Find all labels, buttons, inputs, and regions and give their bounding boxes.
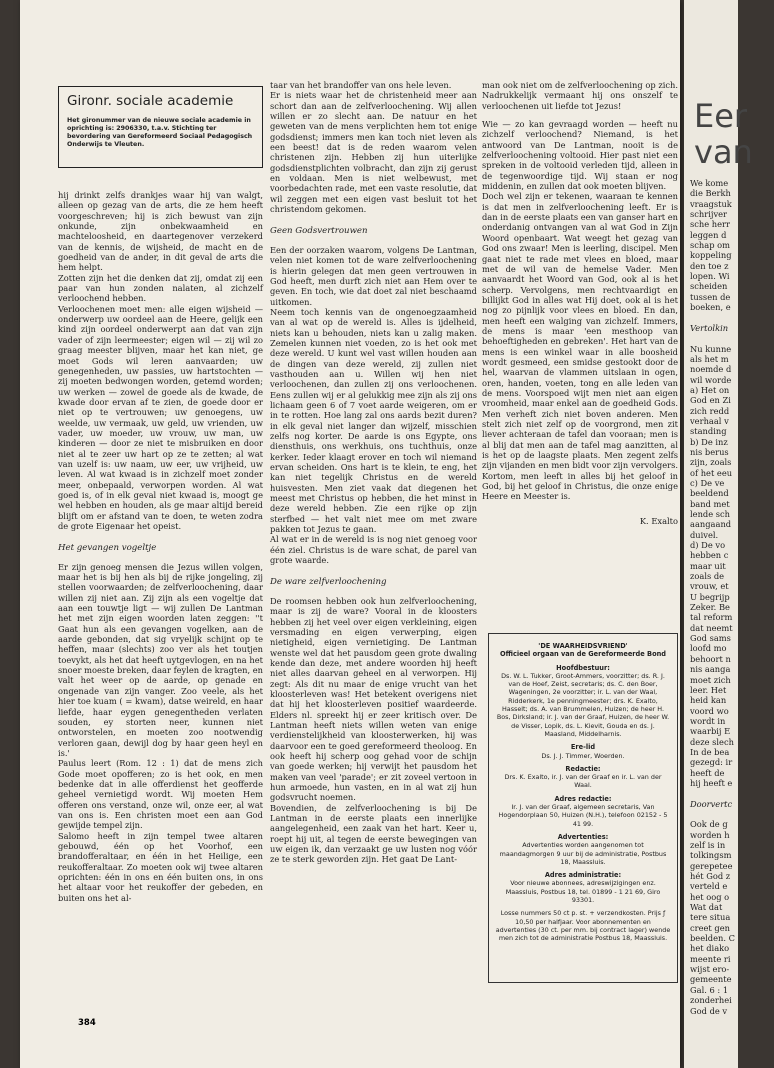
page2-line: Doorvertc [690,798,733,809]
page2-line: zijn, zoals [690,457,732,468]
page2-line: U begrijp [690,591,730,602]
paragraph: Salomo heeft in zijn tempel twee altaren gebouwd, één op het Voorhof, een brandofferaltaar, en één in het Heilige, een reukofferaltaar. Zo moeten ook wij twee altaren oprichten: één in ons en één buiten ons, in ons het altaar voor het reukoffer der gebeden, en buiten ons het al- [58,830,263,903]
paragraph: Bovendien, de zelfverloochening is bij De Lantman in de eerste plaats een innerlijke aangelegenheid, een zaak van het hart. Keer u, roept hij uit, al tegen de eerste bewegingen van uw eigen ik, dan verzaakt ge uw lusten nog vóór ze te sterk geworden zijn. Het gaat De Lant- [270,802,477,865]
paragraph: Paulus leert (Rom. 12 : 1) dat de mens zich Gode moet opofferen; zo is het ook, en men bedenke dat in alle offerdienst het geofferde geheel vernietigd wordt. Wij moeten Hem offeren ons verstand, onze wil, onze eer, al wat van ons is. Een christen moet een aan God gewijde tempel zijn. [58,758,263,831]
paragraph: Er is niets waar het de christenheid meer aan schort dan aan de zelfverloochening. Wij allen willen er zo slecht aan. De natuur en het geweten van de mens verplichten hem tot enige godsdienst; immers men kan toch niet leven als een beest! dat is de reden waarom velen christenen zijn. Hebben zij hun uiterlijke godsdienstplichten volbracht, dan zijn zij gerust en voldaan. Men is niet welbewust, met voorbedachten rade, met een vaste resolutie, dat wil zeggen met een eigen vast besluit tot het christendom gekomen. [270,90,477,215]
page2-text [690,178,750,1016]
paragraph: Neem toch kennis van de ongenoegzaamheid van al wat op de wereld is. Alles is ijdelheid, niets kan u behouden, niets kan u zalig maken. Zemelen kunnen niet voeden, zo is het ook met deze wereld. U kunt wel vast willen houden aan de dingen van deze wereld, zij zullen niet vasthouden aan u. Willen wij hen niet verloochenen, dan zullen zij ons verloochenen. Eens zullen wij er al gelukkig mee zijn als zij ons lichaam geen 6 of 7 voet aarde weigeren, om er in te rotten. Hoe lang zal ons aards bezit duren? in elk geval niet langer dan wijzelf, misschien zelfs nog korter. De aarde is ons Egypte, ons diensthuis, ons werkhuis, ons tuchthuis, onze kerker. Ieder klaagt erover en toch wil niemand ervan scheiden. Ons hart is te klein, te eng, het kan niet tegelijk Christus en de wereld huisvesten. Men ziet vaak dat diegenen het meest met Christus op hebben, die het minst in deze wereld hebben. Zie een rijke op zijn sterfbed — het valt niet mee om met zware pakken tot Jezus te gaan. [270,306,477,535]
page2-line: waarbij E [690,726,731,737]
colophon-label: Ere-lid [570,743,596,752]
page2-line: creet gen [690,922,730,933]
page2-line: leer. Het [690,684,727,695]
page2-line: tussen de [690,291,731,302]
page2-line: Zeker. Be [690,602,730,613]
page2-line: moet zich [690,674,731,685]
colophon-label: Adres redactie: [554,794,612,803]
page2-line: koppeling [690,250,732,261]
page2-line: die Berkh [690,188,731,199]
page2-line: scheiden [690,281,728,292]
colophon-box [488,633,678,983]
paragraph: Verloochenen moet men: alle eigen wijsheid — onderwerp uw oordeel aan de Heere, gelijk een kind zijn oordeel onderwerpt aan dat van zijn vader of zijn leermeester; eigen wil — zij wil zo graag meester blijven, maar het kan niet, ge moet Gods wil leren aanvaarden; uw genegenheden, uw passies, uw hartstochten — zij moeten bedwongen worden, getemd worden; uw werken — zowel de goede als de kwade, de kwade door ervan af te zien, de goede door er niet op te vertrouwen; uw genoegens, uw weelde, uw vermaak, uw geld, uw vrienden, uw vader, uw moeder, uw vrouw, uw man, uw kinderen — door ze niet te misbruiken en door niet al te zeer uw hart op ze te zetten; al wat van uzelf is: uw naam, uw eer, uw vrijheid, uw leven. Al wat kwaad is in zichzelf moet zonder meer, onbepaald, verworpen worden. Al wat goed is, of in elk geval niet kwaad is, moogt ge wel hebben en houden, als ge maar altijd bereid blijft om er afstand van te doen, te weten zodra de grote Eigenaar het opeist. [58,303,263,531]
paragraph: Er zijn genoeg mensen die Jezus willen volgen, maar het is bij hen als bij de rijke jongeling, zij stellen voorwaarden; de zelfverloochening, daar willen zij niet aan. Zij zijn als een vogeltje dat aan een touwtje ligt — wij zullen De Lantman het met zijn eigen woorden laten zeggen: ''t Gaat hun als een gevangen vogelken, aan de aarde gebonden, dat sig vryelijk schijnt op te heffen, maar (slechts) zoo ver als het toutjen toevykt, als het dat heeft uytgevlogen, en na het snoer moeste breken, daar feylen de kragten, en valt het weer op de aarde, op genade en ongenade van zijn vanger. Zoo veele, als het hier toe kuam ( = kwam), datse weireld, en haar liefde, haar eygen genegentheden verlaten souden, ey storten neer, kunnen niet ontworstelen, en moeten zoo nootwendig verloren gaan, dewijl dog by haar geen heyl en is.' [58,561,264,758]
paragraph: Een der oorzaken waarom, volgens De Lantman, velen niet komen tot de ware zelfverloochening is hierin gelegen dat men geen vertrouwen in God heeft, men durft zich niet aan Hem over te geven. En toch, wie dat doet zal niet beschaamd uitkomen. [270,244,477,307]
page2-line: zelf is in [690,840,726,850]
page2-line: vraagstuk [690,198,732,209]
page2-line: noemde d [690,364,732,375]
page2-line: aangaand [690,519,732,530]
page2-line: Ook de g [690,819,728,830]
page2-line: lende sch [690,509,731,519]
page2-line: maar uit [690,560,726,571]
colophon-text: Ir. J. van der Graaf, algemeen secretaris, Van Hogendorplaan 50, Huizen (N.H.), telefoon 02152 - 5 41 99. [498,803,668,828]
page2-line: a) Het on [690,384,730,395]
paragraph: Al wat er in de wereld is is nog niet genoeg voor één ziel. Christus is de ware schat, de parel van grote waarde. [270,534,477,566]
page2-line: sche herr [690,219,730,230]
page2-line: nis aanga [690,664,731,675]
page2-line: leggen d [690,229,727,240]
page2-line: deze slech [690,736,734,747]
page2-line: hij heeft e [690,777,733,788]
page2-line: beelden. C [690,933,735,944]
page2-line: c) De ve [690,477,725,488]
page2-line: zoals de [690,571,725,582]
page2-line: nis berus [690,446,729,457]
colophon-text: Advertenties worden aangenomen tot maandagmorgen 9 uur bij de administratie, Postbus 18, Maassluis. [499,841,667,866]
page2-line: b) De inz [690,436,728,447]
page2-line: boeken, e [690,302,731,313]
page2-line: dat neemt [690,622,733,633]
colophon-text: Losse nummers 50 ct p. st. + verzendkosten. Prijs ƒ 10,50 per halfjaar. Voor abonnementen en advertenties (30 ct. per mm. bij contract lager) wende men zich tot de administratie Postbus 18, Maassluis. [495,909,671,943]
page2-line: Vertolkin [690,322,729,333]
page2-line [690,809,750,819]
paragraph: Doch wel zijn er tekenen, waaraan te kennen is dat men in zelfverloochening leeft. Er is dan in de eerste plaats een van ganser hart en onderdanig ontvangen van al wat God in Zijn Woord openbaart. Wat weegt het gezag van God ons zwaar! Men is leerling, discipel. Men gaat niet te rade met vlees en bloed, maar met de wil van de hemelse Vader. Men aanvaardt het Woord van God, ook al is het scherp. Vervolgens, men rechtvaardigt en billijkt God in alles wat Hij doet, ook al is het nog zo pijnlijk voor vlees en bloed. En dan, men heeft een walging van zichzelf. Immers, de mens is maar 'een mesthoop van behoeftigheden en gebreken'. Het hart van de mens is een winkel waar in alle boosheid wordt gesmeed, een smidse gestookt door de hel, waarvan de vlammen uitslaan in ogen, oren, handen, voeten, tong en alle leden van de mens. Voorspoed wijt men niet aan eigen vroomheid, maar enkel aan de goedheid Gods. Men verheft zich niet boven anderen. Men stelt zich niet zelf op de voorgrond, men zit liever achteraan de tafel dan vooraan; men is al blij dat men aan de tafel mag aanzitten, al is het op de laagste plaats. Men zegent zelfs zijn vijanden en men bidt voor zijn vervolgers. Kortom, men leeft in alles bij het geloof in God, bij het geloof in Christus, die onze enige Heere en Meester is. [482,191,679,502]
page2-line: het oog o [690,891,730,902]
page2-line: gerepetee [690,860,733,871]
paragraph: Wie — zo kan gevraagd worden — heeft nu zichzelf verloochend? Niemand, is het antwoord van De Lantman, nooit is de zelfverloochening voltooid. Hier past niet een spreken in de voltooid verleden tijd, alleen in de tegenwoordige tijd. Wij staan er nog middenin, en zullen dat ook moeten blijven. [482,119,678,192]
author-signature: K. Exalto [639,515,678,526]
page2-line: hebben c [690,550,729,561]
page2-line [690,333,750,343]
page2-line: heid kan [690,695,727,706]
page2-line: schrijver [690,209,728,220]
paragraph: man ook niet om de zelfverloochening op zich. Nadrukkelijk vermaant hij ons onszelf te verloochenen uit liefde tot Jezus! [482,80,678,111]
page-right [684,0,753,1068]
page2-line: wil worde [690,374,732,385]
page2-line: gezegd: ir [690,757,733,768]
page2-line: den toe z [690,260,729,271]
gironr-body: Het gironummer van de nieuwe sociale academie in oprichting is: 2906330, t.a.v. Stichting ter bevordering van Gereformeerd Sociaal Pedagogisch Onderwijs te Vleuten. [67,117,253,148]
colophon-text: Ds. J. J. Timmer, Woerden. [541,751,625,760]
page2-line: wijst ero- [690,964,730,975]
page2-line: wordt in [690,715,726,726]
section-heading: Het gevangen vogeltje [58,543,157,554]
colophon-label: Adres administratie: [544,871,622,880]
colophon-label: Advertenties: [557,832,609,841]
page2-line: zich redd [690,405,730,416]
paragraph: taar van het brandoffer van ons hele leven. [270,80,452,90]
page2-line [690,312,750,322]
gironr-title: Gironr. sociale academie [67,93,234,109]
page2-line: loofd mo [690,643,727,654]
page2-line: God de v [690,1005,728,1016]
page2-line: het diako [690,943,730,954]
colophon-subtitle: Officieel orgaan van de Gereformeerde Bond [499,650,667,659]
page2-line: Gal. 6 : 1 [690,984,729,995]
page2-title: Eer van [694,97,753,171]
page2-line: God sams [690,633,731,644]
paragraph: De roomsen hebben ook hun zelfverloochening, maar is zij de ware? Vooral in de kloosters hebben zij het veel over eigen verkleining, eigen versmading en eigen verwerping, eigen nietigheid, eigen vernietiging. De Lantman wenste wel dat het pausdom geen grote dwaling kende dan deze, met andere woorden hij heeft niet alles daarvan geheel en al verworpen. Hij zegt: Als dit nu maar de enige vrucht van het kloosterleven was! Het betekent overigens niet dat hij het kloosterleven positief waardeerde. Elders nl. spreekt hij er zeer kritisch over. De Lantman heeft niets willen weten van enige verdienstelijkheid van kloosterwerken, hij was daarvoor een te goed gereformeerd theoloog. En ook heeft hij scherp oog gehad voor de schijn van goede werken; hij verwijt het pausdom het maken van veel 'parade'; er zit zoveel vertoon in hun armoede, hun vasten, en in al wat zij hun godsvrucht noemen. [270,595,477,803]
page2-line: tolkingsm [690,850,732,861]
paragraph: hij drinkt zelfs drankjes waar hij van walgt, alleen op gezag van de arts, die ze hem heeft voorgeschreven; hij is zich bewust van zijn onkunde, zijn onbekwaamheid en machteloosheid, en daartegenover verzekerd van de kennis, de wijsheid, de macht en de goedheid van de ander, in dit geval de arts die hem helpt. [58,190,263,273]
column-1 [58,190,263,903]
page2-line: Wat dat [690,902,723,913]
page2-line: lopen. Wi [690,271,730,282]
colophon-label: Redactie: [565,764,601,773]
page2-line: voord wo [690,705,729,716]
page2-line: tere situa [690,912,731,923]
page2-line: In de bea [690,746,730,757]
page2-line: worden h [690,829,730,840]
column-3 [482,80,678,526]
page2-line: Nu kunne [690,343,732,354]
page-number: 384 [78,1018,96,1028]
paragraph: Zotten zijn het die denken dat zij, omdat zij een paar van hun zonden nalaten, al zichzelf verloochend hebben. [58,272,263,304]
page2-line: beeldend [690,488,729,499]
page2-line: zonderhei [690,995,732,1006]
page2-line: hét God z [690,871,731,882]
section-heading: De ware zelfverloochening [270,577,387,588]
page2-line: als het m [690,353,729,364]
page2-line: We kome [690,178,729,188]
page-left [20,0,680,1068]
colophon-text: Ds. W. L. Tukker, Groot-Ammers, voorzitter; ds. R. J. van de Hoef, Zeist, secretaris; ds. C. den Boer, Wageningen, 2e voorzitter; ir. L. van der Waal, Ridderkerk, 1e penningmeester; drs. K. Exalto, Hasselt; ds. A. van Brummelen, Huizen; de heer H. Bos, Dirksland; ir. J. van der Graaf, Huizen, de heer W. de Visser, Lopik, ds. L. Kievit, Gouda en ds. J. Maasland, Middelharnis. [496,671,670,738]
colophon-text: Voor nieuwe abonnees, adreswijzigingen enz. Maassluis, Postbus 18, tel. 01899 - 1 21 69, Giro 93301. [505,879,661,905]
page2-line: schap om [690,240,731,251]
colophon-label: Hoofdbestuur: [556,663,610,672]
page2-line: verhaal v [690,415,729,426]
page2-line [690,788,750,798]
page2-line: tal reform [690,612,733,623]
page2-line: meente ri [690,953,731,964]
page2-line: God en Zi [690,395,731,406]
page2-line: of het eeu [690,467,733,478]
section-heading: Geen Godsvertrouwen [270,226,368,237]
page2-line: verteld e [690,881,728,892]
page2-line: duivel. [690,529,719,540]
gironr-notice [58,86,263,168]
colophon-title: 'DE WAARHEIDSVRIEND' [538,642,628,650]
page2-line: heeft de [690,767,725,778]
page2-line: d) De vo [690,540,726,551]
page2-line: band met [690,498,730,509]
page2-line: gemeente [690,974,732,985]
page2-line: behoort n [690,653,731,664]
page2-line: standing [690,426,727,437]
column-2 [270,80,477,865]
page2-line: vrouw, et [690,581,729,592]
colophon-text: Drs. K. Exalto, ir. J. van der Graaf en ir. L. van der Waal. [504,773,662,790]
